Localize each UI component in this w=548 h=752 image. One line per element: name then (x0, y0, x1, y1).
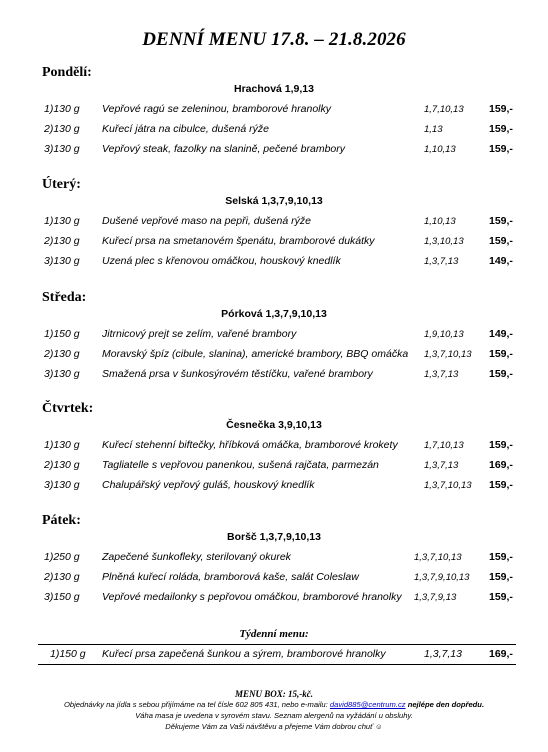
weekly-allergens: 1,3,7,13 (424, 648, 462, 660)
weekly-menu-title: Týdenní menu: (239, 628, 309, 640)
order-text: Objednávky na jídla s sebou přijímáme na tel čísle 602 805 431, nebo e-mailu: (63, 700, 328, 709)
menu-item-row (0, 215, 548, 229)
price: 159,- (489, 235, 513, 247)
menu-item-row (0, 103, 548, 117)
email-link[interactable]: david885@centrum.cz (329, 700, 406, 709)
weight-note: Váha masa je uvedena v syrovém stavu. Seznam alergenů na vyžádání u obsluhy. (135, 711, 413, 720)
portion-weight: 1)130 g (44, 103, 80, 115)
allergens: 1,3,7,10,13 (424, 480, 472, 491)
portion-weight: 2)130 g (44, 459, 80, 471)
price: 159,- (489, 439, 513, 451)
price: 159,- (489, 479, 513, 491)
day-heading: Pátek: (42, 513, 81, 528)
portion-weight: 2)130 g (44, 571, 80, 583)
allergens: 1,3,7,9,10,13 (414, 572, 470, 583)
dish-name: Smažená prsa v šunkosýrovém těstíčku, vařené brambory (102, 368, 373, 380)
menu-item-row (0, 551, 548, 565)
price: 159,- (489, 591, 513, 603)
dish-name: Vepřové ragú se zeleninou, bramborové hranolky (102, 103, 331, 115)
day-heading: Úterý: (42, 177, 81, 192)
menu-item-row (0, 123, 548, 137)
price: 149,- (489, 328, 513, 340)
dish-name: Plněná kuřecí roláda, bramborová kaše, salát Coleslaw (102, 571, 359, 583)
dish-name: Tagliatelle s vepřovou panenkou, sušená rajčata, parmezán (102, 459, 379, 471)
dish-name: Kuřecí játra na cibulce, dušená rýže (102, 123, 269, 135)
menu-item-row (0, 571, 548, 585)
allergens: 1,3,7,13 (424, 256, 459, 267)
menu-box-note: MENU BOX: 15,-kč. (235, 689, 313, 699)
allergens: 1,3,7,9,13 (414, 592, 457, 603)
menu-title: DENNÍ MENU 17.8. – 21.8.2026 (142, 29, 406, 50)
allergens: 1,10,13 (424, 144, 456, 155)
menu-item-row (0, 235, 548, 249)
soup-of-day: Boršč 1,3,7,9,10,13 (227, 531, 321, 543)
price: 159,- (489, 348, 513, 360)
order-suffix: nejlépe den dopředu. (407, 700, 485, 709)
allergens: 1,3,7,10,13 (424, 349, 472, 360)
dish-name: Chalupářský vepřový guláš, houskový knedlík (102, 479, 315, 491)
menu-item-row (0, 439, 548, 453)
price: 169,- (489, 459, 513, 471)
allergens: 1,13 (424, 124, 443, 135)
soup-of-day: Pórková 1,3,7,9,10,13 (221, 308, 327, 320)
thanks-note: Děkujeme Vám za Vaši návštěvu a přejeme Vám dobrou chuť ☺ (165, 722, 383, 731)
dish-name: Zapečené šunkofleky, sterilovaný okurek (102, 551, 291, 563)
allergens: 1,3,7,13 (424, 460, 459, 471)
menu-item-row (0, 591, 548, 605)
dish-name: Jitrnicový prejt se zelím, vařené brambory (102, 328, 297, 340)
menu-item-row (0, 368, 548, 382)
price: 149,- (489, 255, 513, 267)
allergens: 1,3,7,13 (424, 369, 459, 380)
price: 159,- (489, 368, 513, 380)
dish-name: Dušené vepřové maso na pepři, dušená rýže (102, 215, 311, 227)
order-note (0, 700, 548, 709)
allergens: 1,7,10,13 (424, 104, 464, 115)
menu-item-row (0, 348, 548, 362)
day-heading: Středa: (42, 290, 87, 305)
menu-item-row (0, 479, 548, 493)
portion-weight: 2)130 g (44, 235, 80, 247)
weekly-price: 169,- (489, 648, 513, 660)
menu-item-row (0, 255, 548, 269)
portion-weight: 3)130 g (44, 255, 80, 267)
portion-weight: 1)250 g (44, 551, 80, 563)
day-heading: Čtvrtek: (42, 401, 94, 416)
allergens: 1,7,10,13 (424, 440, 464, 451)
allergens: 1,9,10,13 (424, 329, 464, 340)
soup-of-day: Hrachová 1,9,13 (234, 83, 314, 95)
price: 159,- (489, 143, 513, 155)
weekly-dish: Kuřecí prsa zapečená šunkou a sýrem, bramborové hranolky (102, 648, 386, 660)
portion-weight: 2)130 g (44, 123, 80, 135)
portion-weight: 1)130 g (44, 439, 80, 451)
weekly-bottom-rule (38, 664, 516, 665)
portion-weight: 1)130 g (44, 215, 80, 227)
dish-name: Kuřecí stehenní biftečky, hříbková omáčka, bramborové krokety (102, 439, 398, 451)
weekly-top-rule (38, 644, 516, 645)
price: 159,- (489, 123, 513, 135)
portion-weight: 3)130 g (44, 479, 80, 491)
price: 159,- (489, 571, 513, 583)
menu-item-row (0, 143, 548, 157)
dish-name: Uzená plec s křenovou omáčkou, houskový knedlík (102, 255, 341, 267)
portion-weight: 3)130 g (44, 143, 80, 155)
portion-weight: 3)150 g (44, 591, 80, 603)
allergens: 1,3,10,13 (424, 236, 464, 247)
day-heading: Pondělí: (42, 65, 92, 80)
menu-item-row (0, 459, 548, 473)
dish-name: Vepřové medailonky s pepřovou omáčkou, bramborové hranolky (102, 591, 402, 603)
portion-weight: 2)130 g (44, 348, 80, 360)
price: 159,- (489, 215, 513, 227)
weekly-portion: 1)150 g (50, 648, 86, 660)
allergens: 1,10,13 (424, 216, 456, 227)
menu-item-row (0, 328, 548, 342)
price: 159,- (489, 551, 513, 563)
dish-name: Vepřový steak, fazolky na slanině, pečené brambory (102, 143, 345, 155)
portion-weight: 1)150 g (44, 328, 80, 340)
dish-name: Moravský špíz (cibule, slanina), americké brambory, BBQ omáčka (102, 348, 409, 360)
soup-of-day: Česnečka 3,9,10,13 (226, 419, 322, 431)
price: 159,- (489, 103, 513, 115)
portion-weight: 3)130 g (44, 368, 80, 380)
allergens: 1,3,7,10,13 (414, 552, 462, 563)
soup-of-day: Selská 1,3,7,9,10,13 (225, 195, 323, 207)
dish-name: Kuřecí prsa na smetanovém špenátu, bramborové dukátky (102, 235, 375, 247)
